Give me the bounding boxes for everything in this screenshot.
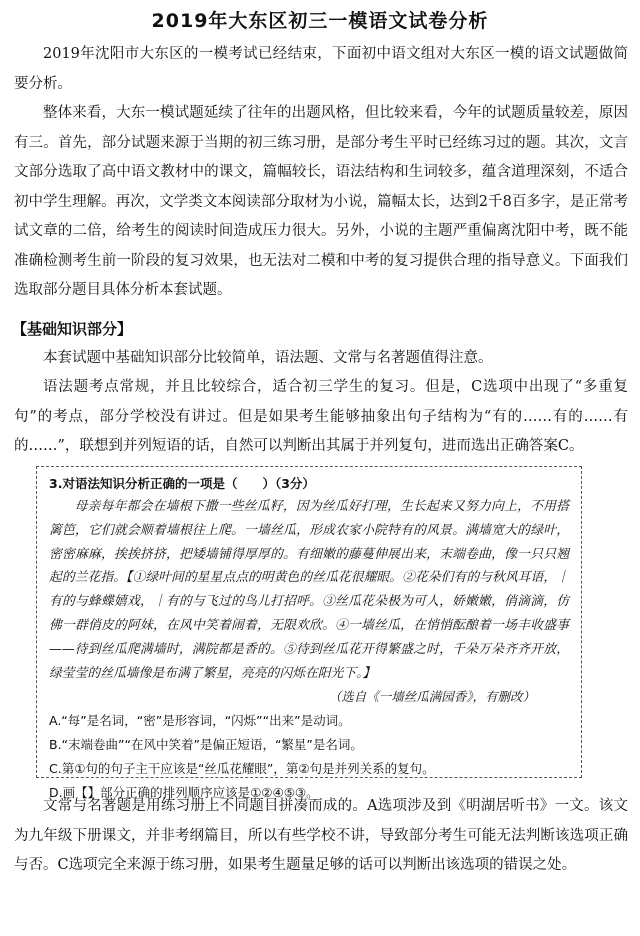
basics-paragraph: 本套试题中基础知识部分比较简单，语法题、文常与名著题值得注意。: [43, 350, 493, 366]
option-b: B.“末端卷曲”“在风中笑着”是偏正短语，“繁星”是名词。: [49, 737, 363, 753]
section-heading: 【基础知识部分】: [12, 320, 133, 338]
intro-paragraph: 2019年沈阳市大东区的一模考试已经结束，下面初中语文组对大东区一模的语文试题做简要分析。: [14, 46, 628, 92]
question-source: （选自《一墙丝瓜满园香》，有删改）: [328, 689, 535, 705]
overview-paragraph: 整体来看，大东一模试题延续了往年的出题风格，但比较来看，今年的试题质量较差，原因有三。首先，部分试题来源于当期的初三练习册，是部分考生平时已经练习过的题。其次，文言文部分选取了高中语文教材中的课文，篇幅较长，语法结构和生词较多，蕴含道理深刻，不适合初中学生理解。再次，文学类文本阅读部分取材为小说，篇幅太长，达到2千8百多字，是正常考试文章的二倍，给考生的阅读时间造成压力很大。另外，小说的主题严重偏离沈阳中考，既不能准确检测考生前一阶段的复习效果，也无法对二模和中考的复习提供合理的指导意义。下面我们选取部分题目具体分析本套试题。: [14, 105, 628, 298]
option-d: D.画【】部分正确的排列顺序应该是①②④⑤③。: [49, 784, 319, 800]
literature-paragraph: 文常与名著题是用练习册上不同题目拼凑而成的。A选项涉及到《明湖居听书》一文。该文为九年级下册课文，并非考纲篇目，所以有些学校不讲，导致部分考生可能无法判断该选项正确与否。C选项完全来源于练习册，如果考生题量足够的话可以判断出该选项的错误之处。: [14, 798, 628, 873]
option-c: C.第①句的句子主干应该是“丝瓜花耀眼”，第②句是并列关系的复句。: [49, 760, 435, 776]
page-title: 2019年大东区初三一模语文试卷分析: [151, 10, 489, 32]
question-title: 3.对语法知识分析正确的一项是（ ）（3分）: [49, 476, 315, 491]
question-passage: 母亲每年都会在墙根下撒一些丝瓜籽，因为丝瓜好打理，生长起来又努力向上，不用搭篱笆，它们就会顺着墙根往上爬。一墙丝瓜，形成农家小院特有的风景。满墙宽大的绿叶，密密麻麻，挨挨挤挤，把矮墙铺得厚厚的。有细嫩的藤蔓伸展出来，末端卷曲，像一只只翘起的兰花指。【①绿叶间的星星点点的明黄色的丝瓜花很耀眼。②花朵们有的与秋风耳语，｜有的与蜂蝶嬉戏，｜有的与飞过的鸟儿打招呼。③丝瓜花朵极为可人，娇嫩嫩，俏滴滴，仿佛一群俏皮的阿妹，在风中笑着闹着，无限欢欣。④一墙丝瓜，在悄悄酝酿着一场丰收盛事——待到丝瓜爬满墙时，满院都是香的。⑤待到丝瓜花开得繁盛之时，千朵万朵齐齐开放，绿莹莹的丝瓜墙像是布满了繁星，亮亮的闪烁在阳光下。】: [49, 499, 569, 681]
grammar-paragraph: 语法题考点常规，并且比较综合，适合初三学生的复习。但是，C选项中出现了“多重复句”的考点，部分学校没有讲过。但是如果考生能够抽象出句子结构为“有的……有的……有的……”，联想到并列短语的话，自然可以判断出其属于并列复句，进而选出正确答案C。: [14, 379, 628, 454]
question-box: [36, 466, 582, 800]
option-a: A.“每”是名词，“密”是形容词，“闪烁”“出来”是动词。: [49, 713, 351, 729]
